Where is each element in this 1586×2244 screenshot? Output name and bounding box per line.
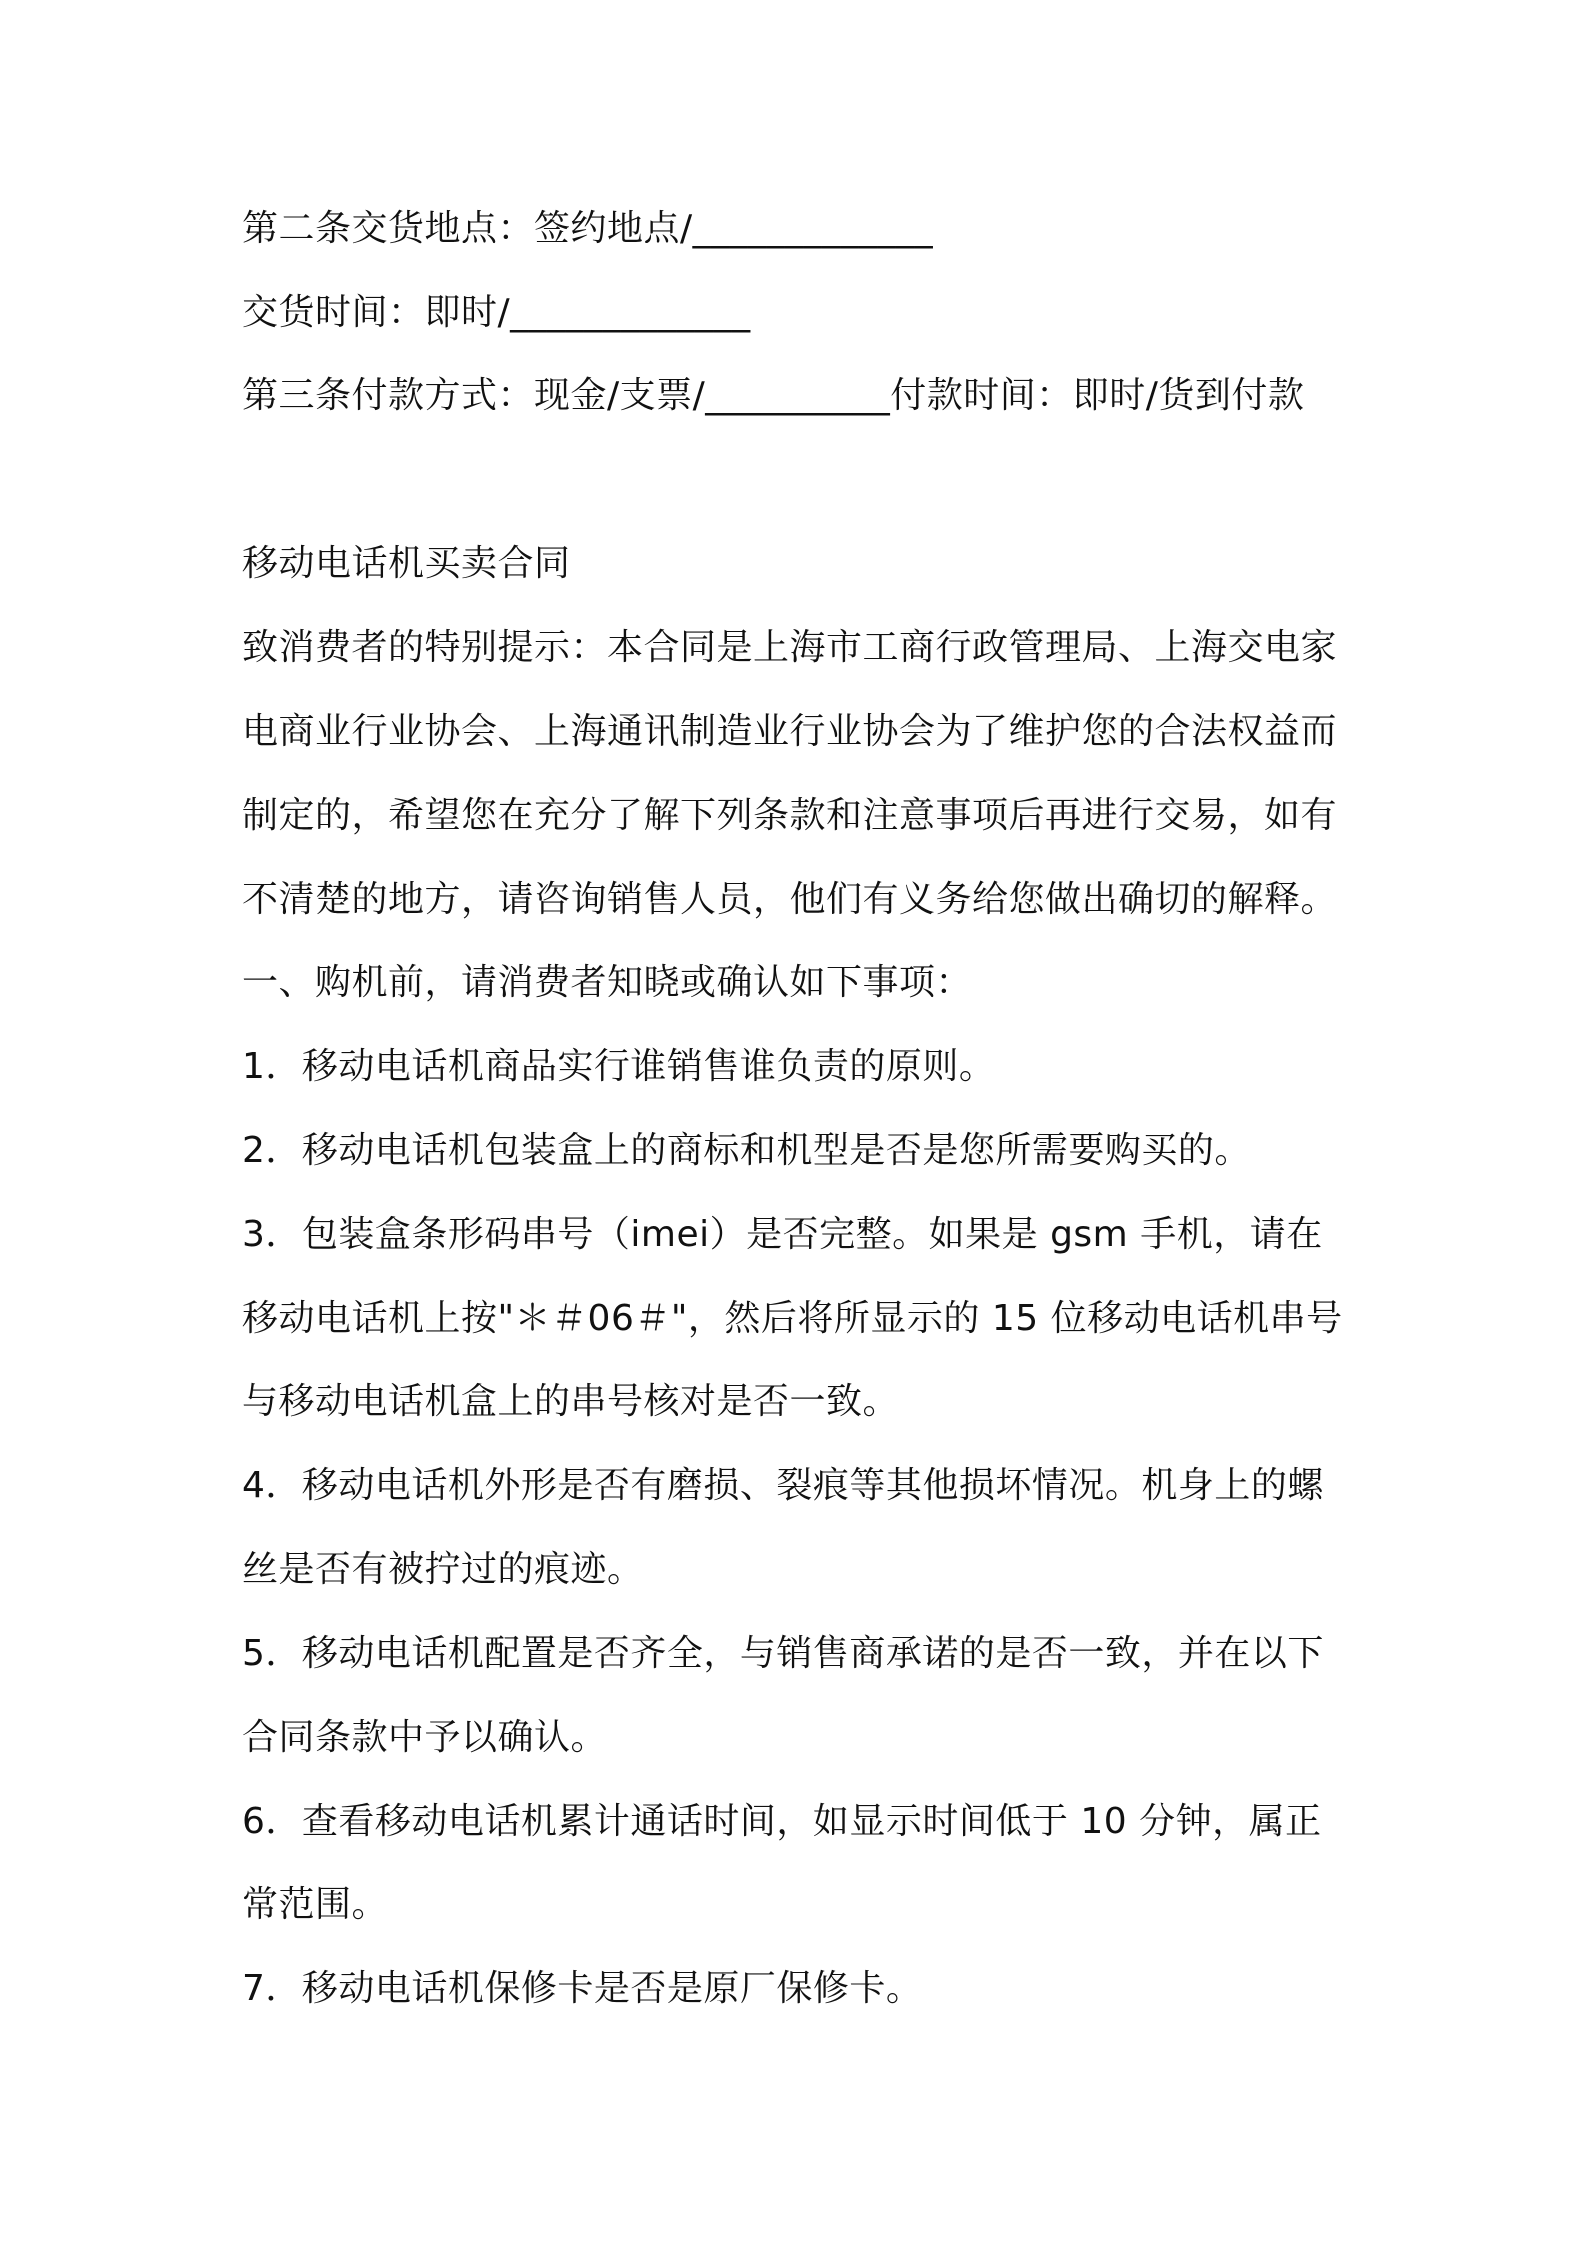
item-3-line-3: 与移动电话机盒上的串号核对是否一致。 (242, 1381, 900, 1422)
contract-title: 移动电话机买卖合同 (242, 543, 571, 584)
notice-line-4: 不清楚的地方，请咨询销售人员，他们有义务给您做出确切的解释。 (242, 879, 1338, 920)
item-1: 1．移动电话机商品实行谁销售谁负责的原则。 (242, 1046, 996, 1087)
item-4-line-2: 丝是否有被拧过的痕迹。 (242, 1549, 644, 1590)
item-6-line-2: 常范围。 (242, 1884, 389, 1925)
item-5-line-2: 合同条款中予以确认。 (242, 1717, 608, 1758)
section-1-heading: 一、购机前，请消费者知晓或确认如下事项： (242, 962, 973, 1003)
delivery-time: 交货时间：即时/_____________ (242, 292, 751, 333)
clause-2-delivery-place: 第二条交货地点：签约地点/_____________ (242, 208, 934, 249)
item-7: 7．移动电话机保修卡是否是原厂保修卡。 (242, 1968, 923, 2009)
item-5-line-1: 5．移动电话机配置是否齐全，与销售商承诺的是否一致，并在以下 (242, 1633, 1324, 1674)
item-3-line-2: 移动电话机上按"＊＃06＃"，然后将所显示的 15 位移动电话机串号 (242, 1298, 1343, 1339)
item-3-line-1: 3．包装盒条形码串号（imei）是否完整。如果是 gsm 手机，请在 (242, 1214, 1323, 1255)
clause-3-payment: 第三条付款方式：现金/支票/__________付款时间：即时/货到付款 (242, 375, 1305, 416)
item-6-line-1: 6．查看移动电话机累计通话时间，如显示时间低于 10 分钟，属正 (242, 1801, 1322, 1842)
item-2: 2．移动电话机包装盒上的商标和机型是否是您所需要购买的。 (242, 1130, 1251, 1171)
item-4-line-1: 4．移动电话机外形是否有磨损、裂痕等其他损坏情况。机身上的螺 (242, 1465, 1324, 1506)
notice-line-1: 致消费者的特别提示：本合同是上海市工商行政管理局、上海交电家 (242, 627, 1338, 668)
notice-line-2: 电商业行业协会、上海通讯制造业行业协会为了维护您的合法权益而 (242, 711, 1338, 752)
notice-line-3: 制定的，希望您在充分了解下列条款和注意事项后再进行交易，如有 (242, 795, 1338, 836)
